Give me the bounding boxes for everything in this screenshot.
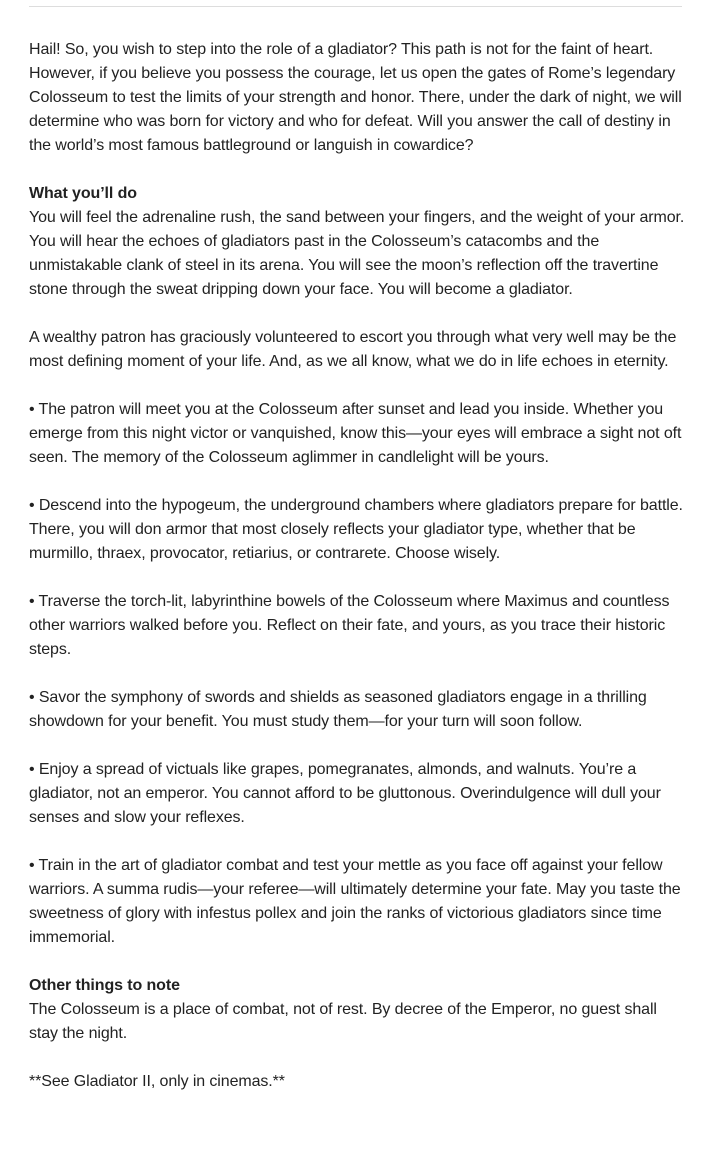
other-things-text: The Colosseum is a place of combat, not of rest. By decree of the Emperor, no guest shall stay the night.	[29, 1001, 657, 1042]
bullet-item: • Traverse the torch-lit, labyrinthine bowels of the Colosseum where Maximus and countless other warriors walked before you. Reflect on their fate, and yours, as you trace their historic steps.	[29, 593, 670, 658]
intro-paragraph: Hail! So, you wish to step into the role of a gladiator? This path is not for the faint of heart. However, if you believe you possess the courage, let us open the gates of Rome’s legendary Colosseum to test the limits of your strength and honor. There, under the dark of night, we will determine who was born for victory and who for defeat. Will you answer the call of destiny in the world’s most famous battleground or languish in cowardice?	[29, 41, 682, 154]
other-things-section	[29, 974, 685, 1046]
what-youll-do-section	[29, 182, 685, 302]
bullet-item: • Train in the art of gladiator combat and test your mettle as you face off against your fellow warriors. A summa rudis—your referee—will ultimately determine your fate. May you taste the sweetness of glory with infestus pollex and join the ranks of victorious gladiators since time immemorial.	[29, 857, 681, 946]
listing-description	[29, 38, 685, 1118]
bullet-item: • Savor the symphony of swords and shields as seasoned gladiators engage in a thrilling showdown for your benefit. You must study them—for your turn will soon follow.	[29, 689, 647, 730]
other-things-heading: Other things to note	[29, 977, 180, 994]
what-youll-do-text: You will feel the adrenaline rush, the sand between your fingers, and the weight of your armor. You will hear the echoes of gladiators past in the Colosseum’s catacombs and the unmistakable clank of steel in its arena. You will see the moon’s reflection off the travertine stone through the sweat dripping down your face. You will become a gladiator.	[29, 209, 685, 298]
bullet-item: • Descend into the hypogeum, the underground chambers where gladiators prepare for battle. There, you will don armor that most closely reflects your gladiator type, whether that be murmillo, thraex, provocator, retiarius, or contrarete. Choose wisely.	[29, 497, 683, 562]
bullet-item: • Enjoy a spread of victuals like grapes, pomegranates, almonds, and walnuts. You’re a gladiator, not an emperor. You cannot afford to be gluttonous. Overindulgence will dull your senses and slow your reflexes.	[29, 761, 661, 826]
what-youll-do-heading: What you’ll do	[29, 185, 137, 202]
top-divider	[29, 6, 682, 7]
footer-note: **See Gladiator II, only in cinemas.**	[29, 1073, 285, 1090]
patron-paragraph: A wealthy patron has graciously volunteered to escort you through what very well may be the most defining moment of your life. And, as we all know, what we do in life echoes in eternity.	[29, 329, 677, 370]
bullet-item: • The patron will meet you at the Colosseum after sunset and lead you inside. Whether you emerge from this night victor or vanquished, know this—your eyes will embrace a sight not oft seen. The memory of the Colosseum aglimmer in candlelight will be yours.	[29, 401, 682, 466]
